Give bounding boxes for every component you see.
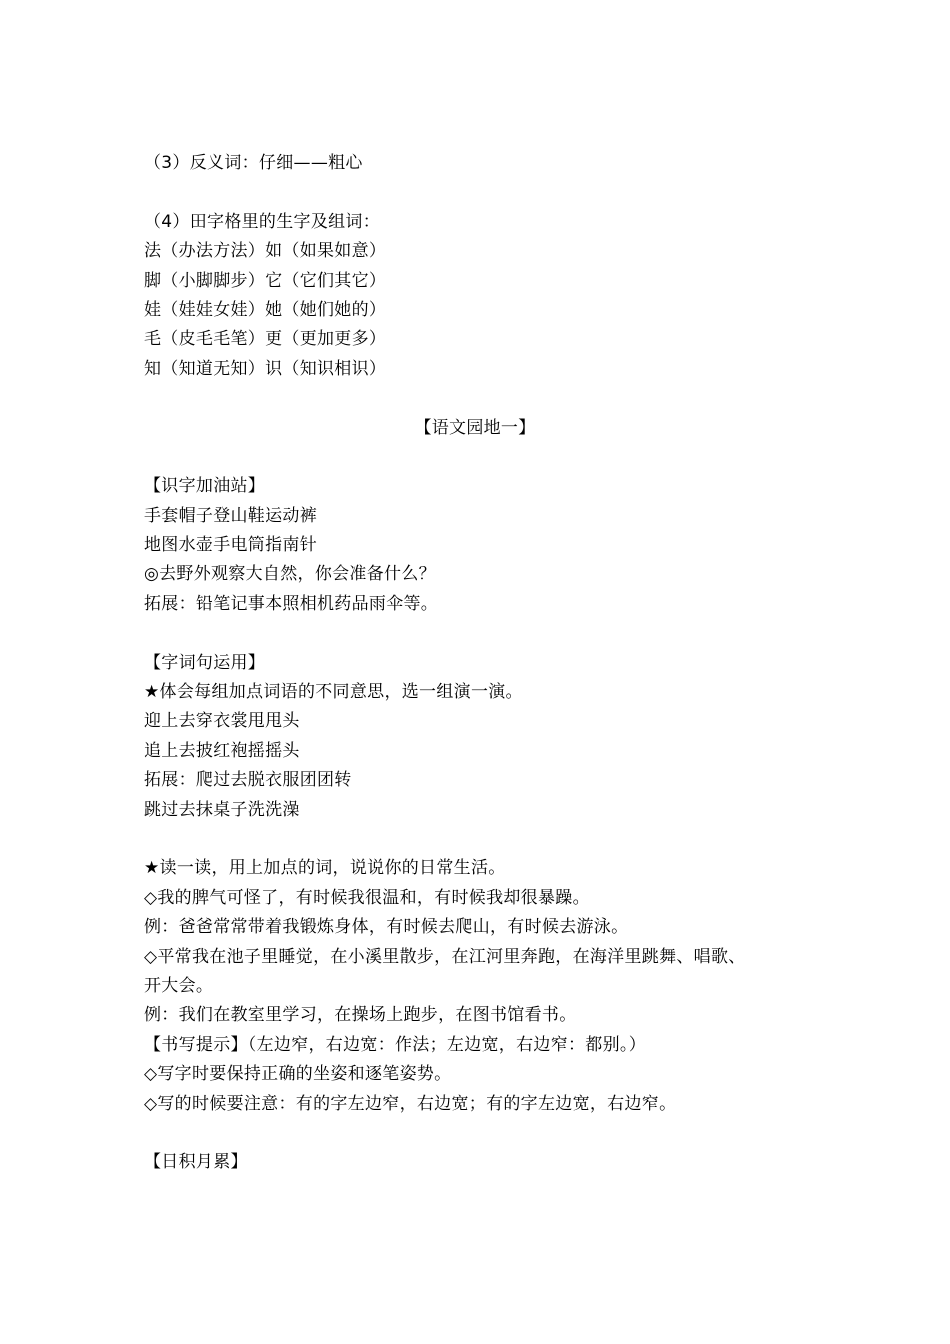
text-line: 跳过去抹桌子洗洗澡 — [144, 799, 300, 820]
word-group-line: 法（办法方法）如（如果如意） — [144, 241, 387, 262]
blank-line — [144, 825, 824, 854]
question-line: ◎去野外观察大自然，你会准备什么？ — [144, 564, 436, 585]
text-line: ◇平常我在池子里睡觉，在小溪里散步，在江河里奔跑，在海洋里跳舞、唱歌、 — [144, 946, 746, 967]
subsection-heading: 【识字加油站】 — [144, 476, 266, 497]
subsection-heading: 【字词句运用】 — [144, 652, 266, 673]
blank-line — [144, 443, 824, 472]
blank-line — [144, 619, 824, 648]
text-line: ◇写字时要保持正确的坐姿和逐笔姿势。 — [144, 1064, 452, 1085]
word-group-line: 娃（娃娃女娃）她（她们她的） — [144, 299, 387, 320]
subsection-heading: 【日积月累】 — [144, 1152, 248, 1173]
task-line: ★体会每组加点词语的不同意思，选一组演一演。 — [144, 682, 523, 703]
blank-line — [144, 178, 824, 207]
example-line: 例：爸爸常常带着我锻炼身体，有时候去爬山，有时候去游泳。 — [144, 917, 629, 938]
extension-line: 拓展：爬过去脱衣服团团转 — [144, 770, 352, 791]
text-line: 手套帽子登山鞋运动裤 — [144, 505, 317, 526]
text-line: 地图水壶手电筒指南针 — [144, 535, 317, 556]
word-group-line: 毛（皮毛毛笔）更（更加更多） — [144, 329, 387, 350]
word-group-line: 脚（小脚脚步）它（它们其它） — [144, 270, 387, 291]
writing-tip-line: 【书写提示】（左边窄，右边宽：作法；左边宽，右边窄：都别。） — [144, 1034, 646, 1055]
text-line: ◇写的时候要注意：有的字左边窄，右边宽；有的字左边宽，右边窄。 — [144, 1093, 677, 1114]
document-page — [144, 149, 824, 1178]
text-line: 追上去披红袍摇摇头 — [144, 740, 300, 761]
word-group-line: 知（知道无知）识（知识相识） — [144, 358, 387, 379]
section-title: 【语文园地一】 — [414, 417, 536, 438]
text-line: 迎上去穿衣裳甩甩头 — [144, 711, 300, 732]
blank-line — [144, 1119, 824, 1148]
task-line: ★读一读，用上加点的词，说说你的日常生活。 — [144, 858, 506, 879]
antonym-line: （3）反义词：仔细——粗心 — [144, 153, 363, 173]
blank-line — [144, 384, 824, 413]
example-line: 例：我们在教室里学习，在操场上跑步，在图书馆看书。 — [144, 1005, 577, 1026]
new-characters-heading: （4）田字格里的生字及组词： — [144, 211, 381, 232]
text-line: 开大会。 — [144, 975, 214, 996]
text-line: ◇我的脾气可怪了，有时候我很温和，有时候我却很暴躁。 — [144, 887, 590, 908]
extension-line: 拓展：铅笔记事本照相机药品雨伞等。 — [144, 593, 439, 614]
